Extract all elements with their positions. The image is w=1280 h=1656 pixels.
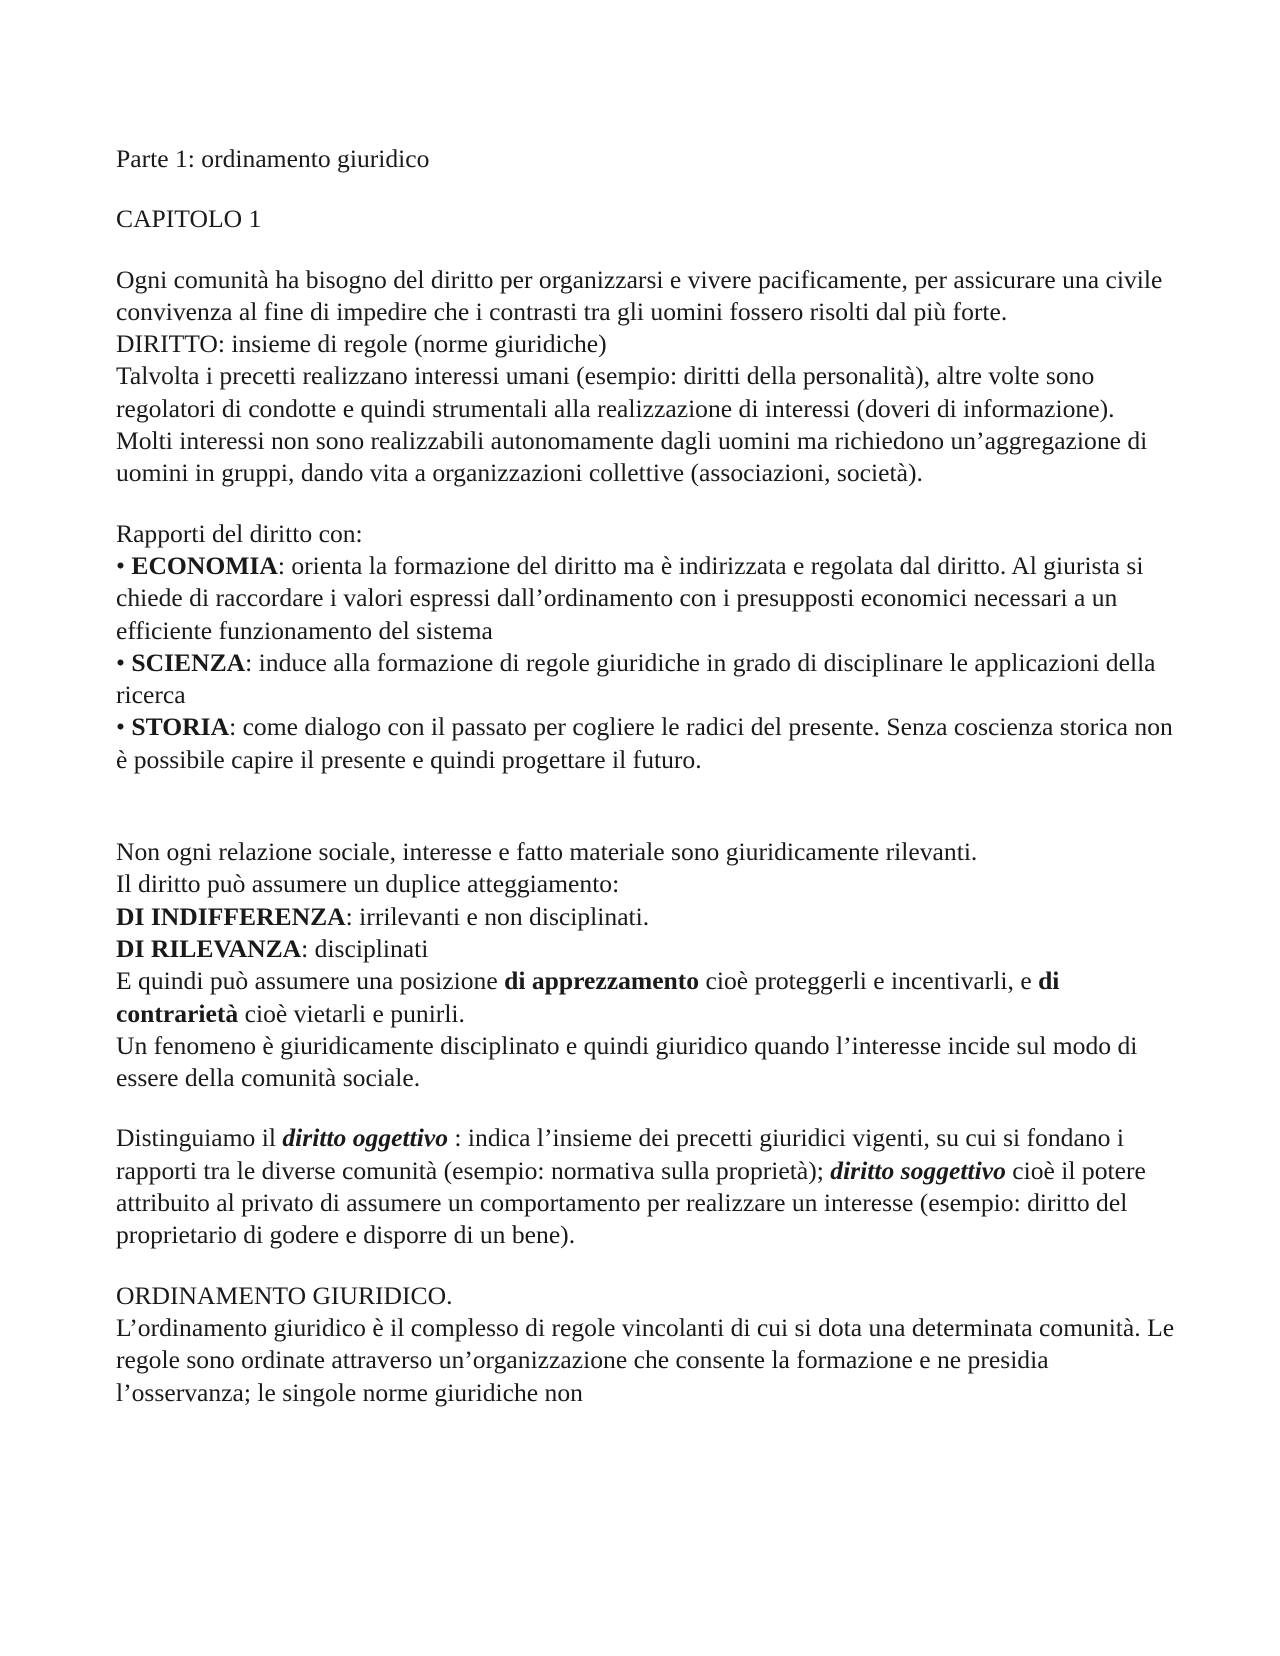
text-run: : indica l’insieme dei precetti giuridici vigenti, su cui si fondano i rapporti tra le diverse comunità (esempio: normativa sulla proprietà); xyxy=(116,1123,1124,1185)
contrarieta-term: di contrarietà xyxy=(116,966,1060,1028)
bullet-text: : come dialogo con il passato per cogliere le radici del presente. Senza coscienza storica non è possibile capire il presente e quindi progettare il futuro. xyxy=(116,712,1173,774)
bullet-term: SCIENZA xyxy=(131,647,246,677)
section-heading: ORDINAMENTO GIURIDICO. xyxy=(116,1280,453,1310)
diritto-oggettivo-term: diritto oggettivo xyxy=(282,1123,448,1153)
bullet-marker: • xyxy=(116,550,125,580)
paragraph-ordinamento: L’ordinamento giuridico è il complesso di regole vincolanti di cui si dota una determinata comunità. Le regole sono ordinate attraverso un’organizzazione che consente la formazione e ne presidia l’osservanza; le singole norme giuridiche non xyxy=(116,1312,1175,1407)
paragraph-rapporti: Rapporti del diritto con: xyxy=(116,518,363,548)
bullet-item xyxy=(116,711,1176,776)
apprezzamento-term: di apprezzamento xyxy=(504,966,700,996)
indifference-term: DI INDIFFERENZA xyxy=(116,901,346,931)
paragraph-attitude: Il diritto può assumere un duplice atteggiamento: xyxy=(116,869,620,899)
bullet-term: STORIA xyxy=(131,712,230,742)
paragraph-indifference xyxy=(116,901,1176,933)
paragraph-interests: Talvolta i precetti realizzano interessi umani (esempio: diritti della personalità), altre volte sono regolatori di condotte e quindi strumentali alla realizzazione di interessi (doveri di informazione). Molti interessi non sono realizzabili autonomamente dagli uomini ma richiedono un’aggregazione di uomini in gruppi, dando vita a organizzazioni collettive (associazioni, società). xyxy=(116,361,1148,488)
text-run: cioè il potere attribuito al privato di assumere un comportamento per realizzare un interesse (esempio: diritto del proprietario di godere e disporre di un bene). xyxy=(116,1155,1146,1250)
paragraph-intro: Ogni comunità ha bisogno del diritto per organizzarsi e vivere pacificamente, per assicurare una civile convivenza al fine di impedire che i contrasti tra gli uomini fossero risolti dal più forte. xyxy=(116,264,1163,326)
paragraph-definition: DIRITTO: insieme di regole (norme giuridiche) xyxy=(116,329,607,359)
paragraph-phenomenon: Un fenomeno è giuridicamente disciplinato e quindi giuridico quando l’interesse incide sul modo di essere della comunità sociale. xyxy=(116,1030,1138,1093)
bullet-text: : induce alla formazione di regole giuridiche in grado di disciplinare le applicazioni della ricerca xyxy=(116,647,1156,710)
paragraph-rilevanza xyxy=(116,933,1176,965)
paragraph-position xyxy=(116,965,1176,1030)
chapter-title: CAPITOLO 1 xyxy=(116,204,262,234)
rilevanza-term: DI RILEVANZA xyxy=(116,933,302,963)
bullet-term: ECONOMIA xyxy=(131,550,278,580)
paragraph-relevance: Non ogni relazione sociale, interesse e fatto materiale sono giuridicamente rilevanti. xyxy=(116,837,978,867)
text-run: Distinguiamo il xyxy=(116,1123,283,1153)
diritto-soggettivo-term: diritto soggettivo xyxy=(830,1155,1006,1185)
text-run: cioè vietarli e punirli. xyxy=(238,998,465,1028)
bullet-marker: • xyxy=(116,712,125,742)
text-run: E quindi può assumere una posizione xyxy=(116,966,505,996)
text-run: cioè proteggerli e incentivarli, e xyxy=(699,966,1039,996)
document-body xyxy=(116,143,1176,1409)
part-title: Parte 1: ordinamento giuridico xyxy=(116,144,430,173)
bullet-item xyxy=(116,550,1176,647)
indifference-text: : irrilevanti e non disciplinati. xyxy=(345,901,650,931)
paragraph-distinction xyxy=(116,1122,1176,1251)
bullet-marker: • xyxy=(116,647,125,677)
bullet-item xyxy=(116,647,1176,712)
bullet-text: : orienta la formazione del diritto ma è indirizzata e regolata dal diritto. Al giurista si chiede di raccordare i valori espressi dall’ordinamento con i presupposti economici necessari a un efficiente funzionamento del sistema xyxy=(116,550,1144,645)
rilevanza-text: : disciplinati xyxy=(301,933,429,963)
